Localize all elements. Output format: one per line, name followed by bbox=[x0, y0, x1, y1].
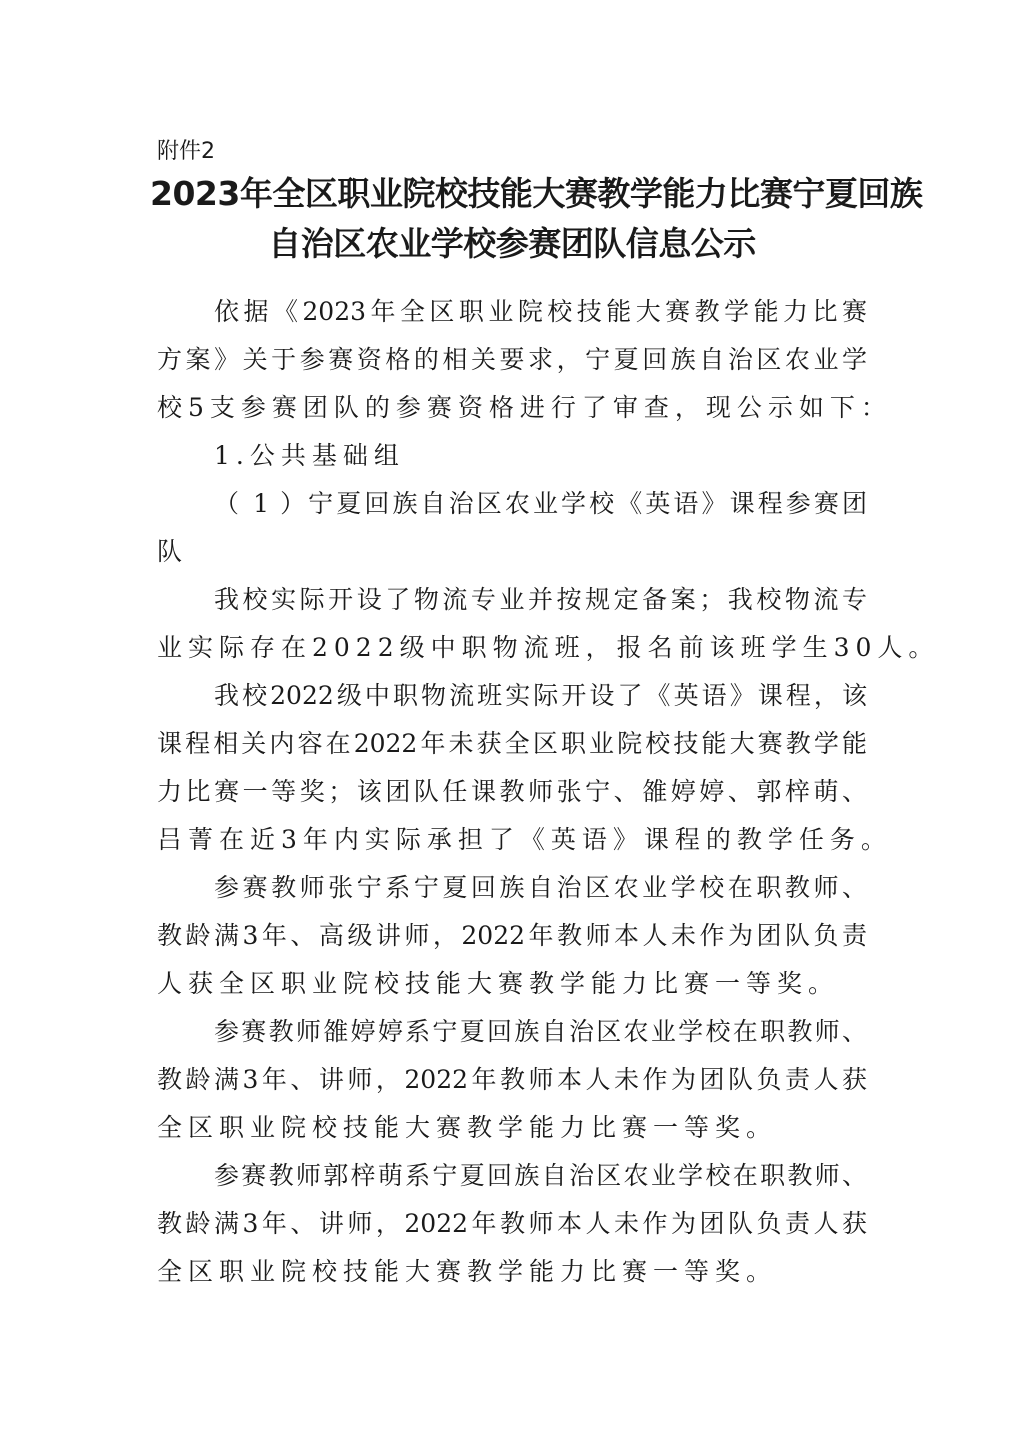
body-text-line: 全区职业院校技能大赛教学能力比赛一等奖。 bbox=[157, 1257, 778, 1286]
body-text-line: 全区职业院校技能大赛教学能力比赛一等奖。 bbox=[157, 1113, 778, 1142]
document-body bbox=[157, 288, 940, 1296]
body-text-line: 教龄满3年、讲师，2022年教师本人未作为团队负责人获 bbox=[157, 1065, 867, 1094]
body-text-line: 课程相关内容在2022年未获全区职业院校技能大赛教学能 bbox=[157, 729, 867, 758]
body-text-line: 依据《2023年全区职业院校技能大赛教学能力比赛 bbox=[214, 297, 867, 326]
body-text-line: 教龄满3年、讲师，2022年教师本人未作为团队负责人获 bbox=[157, 1209, 867, 1238]
body-text-line: 参赛教师雒婷婷系宁夏回族自治区农业学校在职教师、 bbox=[214, 1017, 867, 1046]
body-text-line: 参赛教师郭梓萌系宁夏回族自治区农业学校在职教师、 bbox=[214, 1161, 867, 1190]
body-text-line: 吕菁在近3年内实际承担了《英语》课程的教学任务。 bbox=[157, 825, 892, 854]
document-title-line-1: 2023年全区职业院校技能大赛教学能力比赛宁夏回族 bbox=[150, 174, 923, 213]
attachment-label: 附件2 bbox=[157, 139, 215, 164]
body-text-line: 我校实际开设了物流专业并按规定备案；我校物流专 bbox=[214, 585, 867, 614]
body-text-line: 力比赛一等奖；该团队任课教师张宁、雒婷婷、郭梓萌、 bbox=[157, 777, 867, 806]
body-text-line: 1.公共基础组 bbox=[214, 441, 405, 470]
body-text-line: 参赛教师张宁系宁夏回族自治区农业学校在职教师、 bbox=[214, 873, 867, 902]
body-text-line: 人获全区职业院校技能大赛教学能力比赛一等奖。 bbox=[157, 969, 840, 998]
body-text-line: 方案》关于参赛资格的相关要求，宁夏回族自治区农业学 bbox=[157, 345, 867, 374]
document-title-line-2: 自治区农业学校参赛团队信息公示 bbox=[268, 224, 756, 263]
body-text-line: 教龄满3年、高级讲师，2022年教师本人未作为团队负责 bbox=[157, 921, 867, 950]
body-text-line: 我校2022级中职物流班实际开设了《英语》课程，该 bbox=[214, 681, 867, 710]
body-text-line: 队 bbox=[157, 537, 189, 566]
body-text-line: （ 1 ）宁夏回族自治区农业学校《英语》课程参赛团 bbox=[214, 489, 867, 518]
body-text-line: 业实际存在2022级中职物流班，报名前该班学生30人。 bbox=[157, 633, 940, 662]
body-text-line: 校5支参赛团队的参赛资格进行了审查，现公示如下： bbox=[157, 393, 892, 422]
